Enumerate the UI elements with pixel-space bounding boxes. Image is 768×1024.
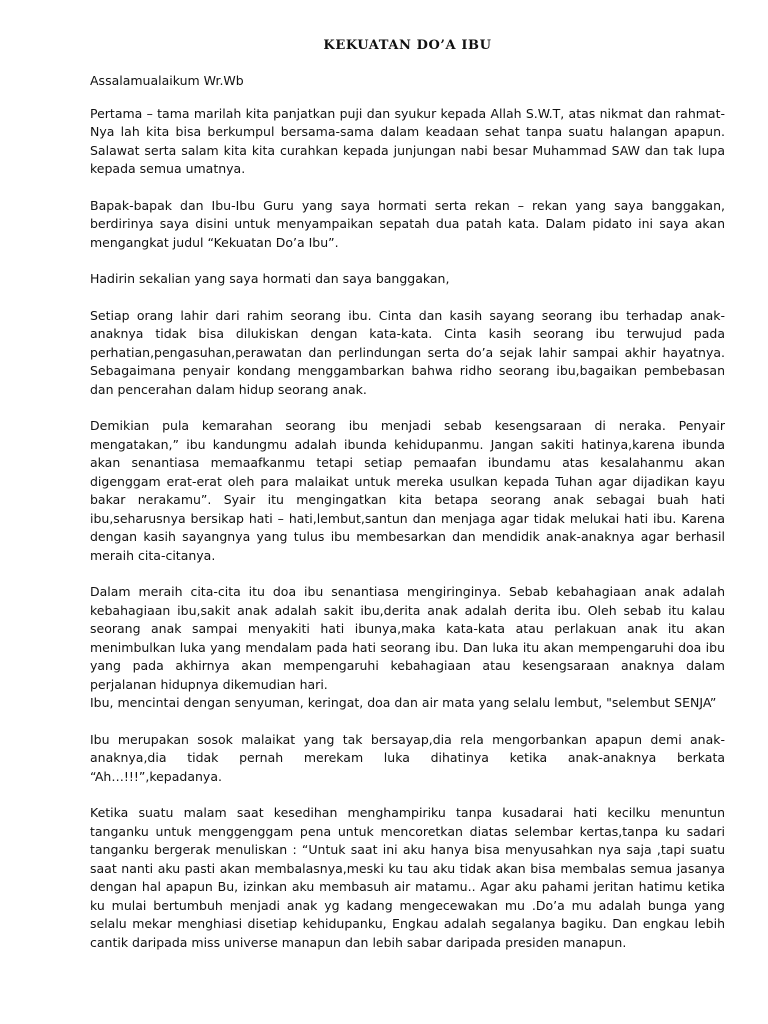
paragraph: Setiap orang lahir dari rahim seorang ibu. Cinta dan kasih sayang seorang ibu terhadap anak-anaknya tidak bisa dilukiskan dengan kata-kata. Cinta kasih seorang ibu terwujud pada perhatian,pengasuhan,perawatan dan perlindungan serta do’a sejak lahir sampai akhir hayatnya. Sebagaimana penyair kondang menggambarkan bahwa ridho seorang ibu,bagaikan pembebasan dan pencerahan dalam hidup seorang anak. <box>90 307 725 397</box>
paragraph: Pertama – tama marilah kita panjatkan puji dan syukur kepada Allah S.W.T, atas nikmat dan rahmat-Nya lah kita bisa berkumpul bersama-sama dalam keadaan sehat tanpa suatu halangan apapun. Salawat serta salam kita kita curahkan kepada junjungan nabi besar Muhammad SAW dan tak lupa kepada semua umatnya. <box>90 105 725 176</box>
paragraph: Ketika suatu malam saat kesedihan menghampiriku tanpa kusadarai hati kecilku menuntun tanganku untuk menggenggam pena untuk mencoretkan diatas selembar kertas,tanpa ku sadari tanganku bergerak menuliskan : “Untuk saat ini aku hanya bisa menyusahkan nya saja ,tapi suatu saat nanti aku pasti akan membalasnya,meski ku tau aku tidak akan bisa membalas semua jasanya dengan hal apapun Bu, izinkan aku membasuh air matamu.. Agar aku pahami jeritan hatimu ketika ku mulai bertumbuh menjadi anak yg kadang mengecewakan mu .Do’a mu adalah bunga yang selalu mekar menghiasi disetiap kehidupanku, Engkau adalah segalanya bagiku. Dan engkau lebih cantik daripada miss universe manapun dan lebih sabar daripada presiden manapun. <box>90 805 725 950</box>
paragraph: Ibu, mencintai dengan senyuman, keringat, doa dan air mata yang selalu lembut, "selembut SENJA” <box>90 695 717 710</box>
paragraph: Demikian pula kemarahan seorang ibu menjadi sebab kesengsaraan di neraka. Penyair mengatakan,” ibu kandungmu adalah ibunda kehidupanmu. Jangan sakiti hatinya,karena ibunda akan senantiasa memaafkanmu tetapi setiap pemaafan ibundamu atas kesalahanmu akan digenggam erat-erat oleh para malaikat untuk mereka usulkan kepada Tuhan agar dijadikan kayu bakar nerakamu”. Syair itu mengingatkan kita betapa seorang anak sebagai buah hati ibu,seharusnya bersikap hati – hati,lembut,santun dan menjaga agar tidak melukai hati ibu. Karena dengan kasih sayangnya yang tulus ibu membesarkan dan mendidik anak-anaknya agar berhasil meraih cita-citanya. <box>90 418 725 563</box>
paragraph: Hadirin sekalian yang saya hormati dan saya banggakan, <box>90 271 450 286</box>
document-title: KEKUATAN DO’A IBU <box>323 38 492 53</box>
paragraph: Dalam meraih cita-cita itu doa ibu senantiasa mengiringinya. Sebab kebahagiaan anak adalah kebahagiaan ibu,sakit anak adalah sakit ibu,derita anak adalah derita ibu. Oleh sebab itu kalau seorang anak sampai menyakiti hati ibunya,maka kata-kata atau perlakuan anak itu akan menimbulkan luka yang mendalam pada hati seorang ibu. Dan luka itu akan mempengaruhi doa ibu yang pada akhirnya akan mempengaruhi kebahagiaan atau kesengsaraan anaknya dalam perjalanan hidupnya dikemudian hari. <box>90 584 725 692</box>
greeting-text: Assalamualaikum Wr.Wb <box>90 73 244 88</box>
paragraph: Bapak-bapak dan Ibu-Ibu Guru yang saya hormati serta rekan – rekan yang saya banggakan, berdirinya saya disini untuk menyampaikan sepatah dua patah kata. Dalam pidato ini saya akan mengangkat judul “Kekuatan Do’a Ibu”. <box>90 197 725 250</box>
paragraph: Ibu merupakan sosok malaikat yang tak bersayap,dia rela mengorbankan apapun demi anak-anaknya,dia tidak pernah merekam luka dihatinya ketika anak-anaknya berkata “Ah…!!!”,kepadanya. <box>90 731 725 784</box>
